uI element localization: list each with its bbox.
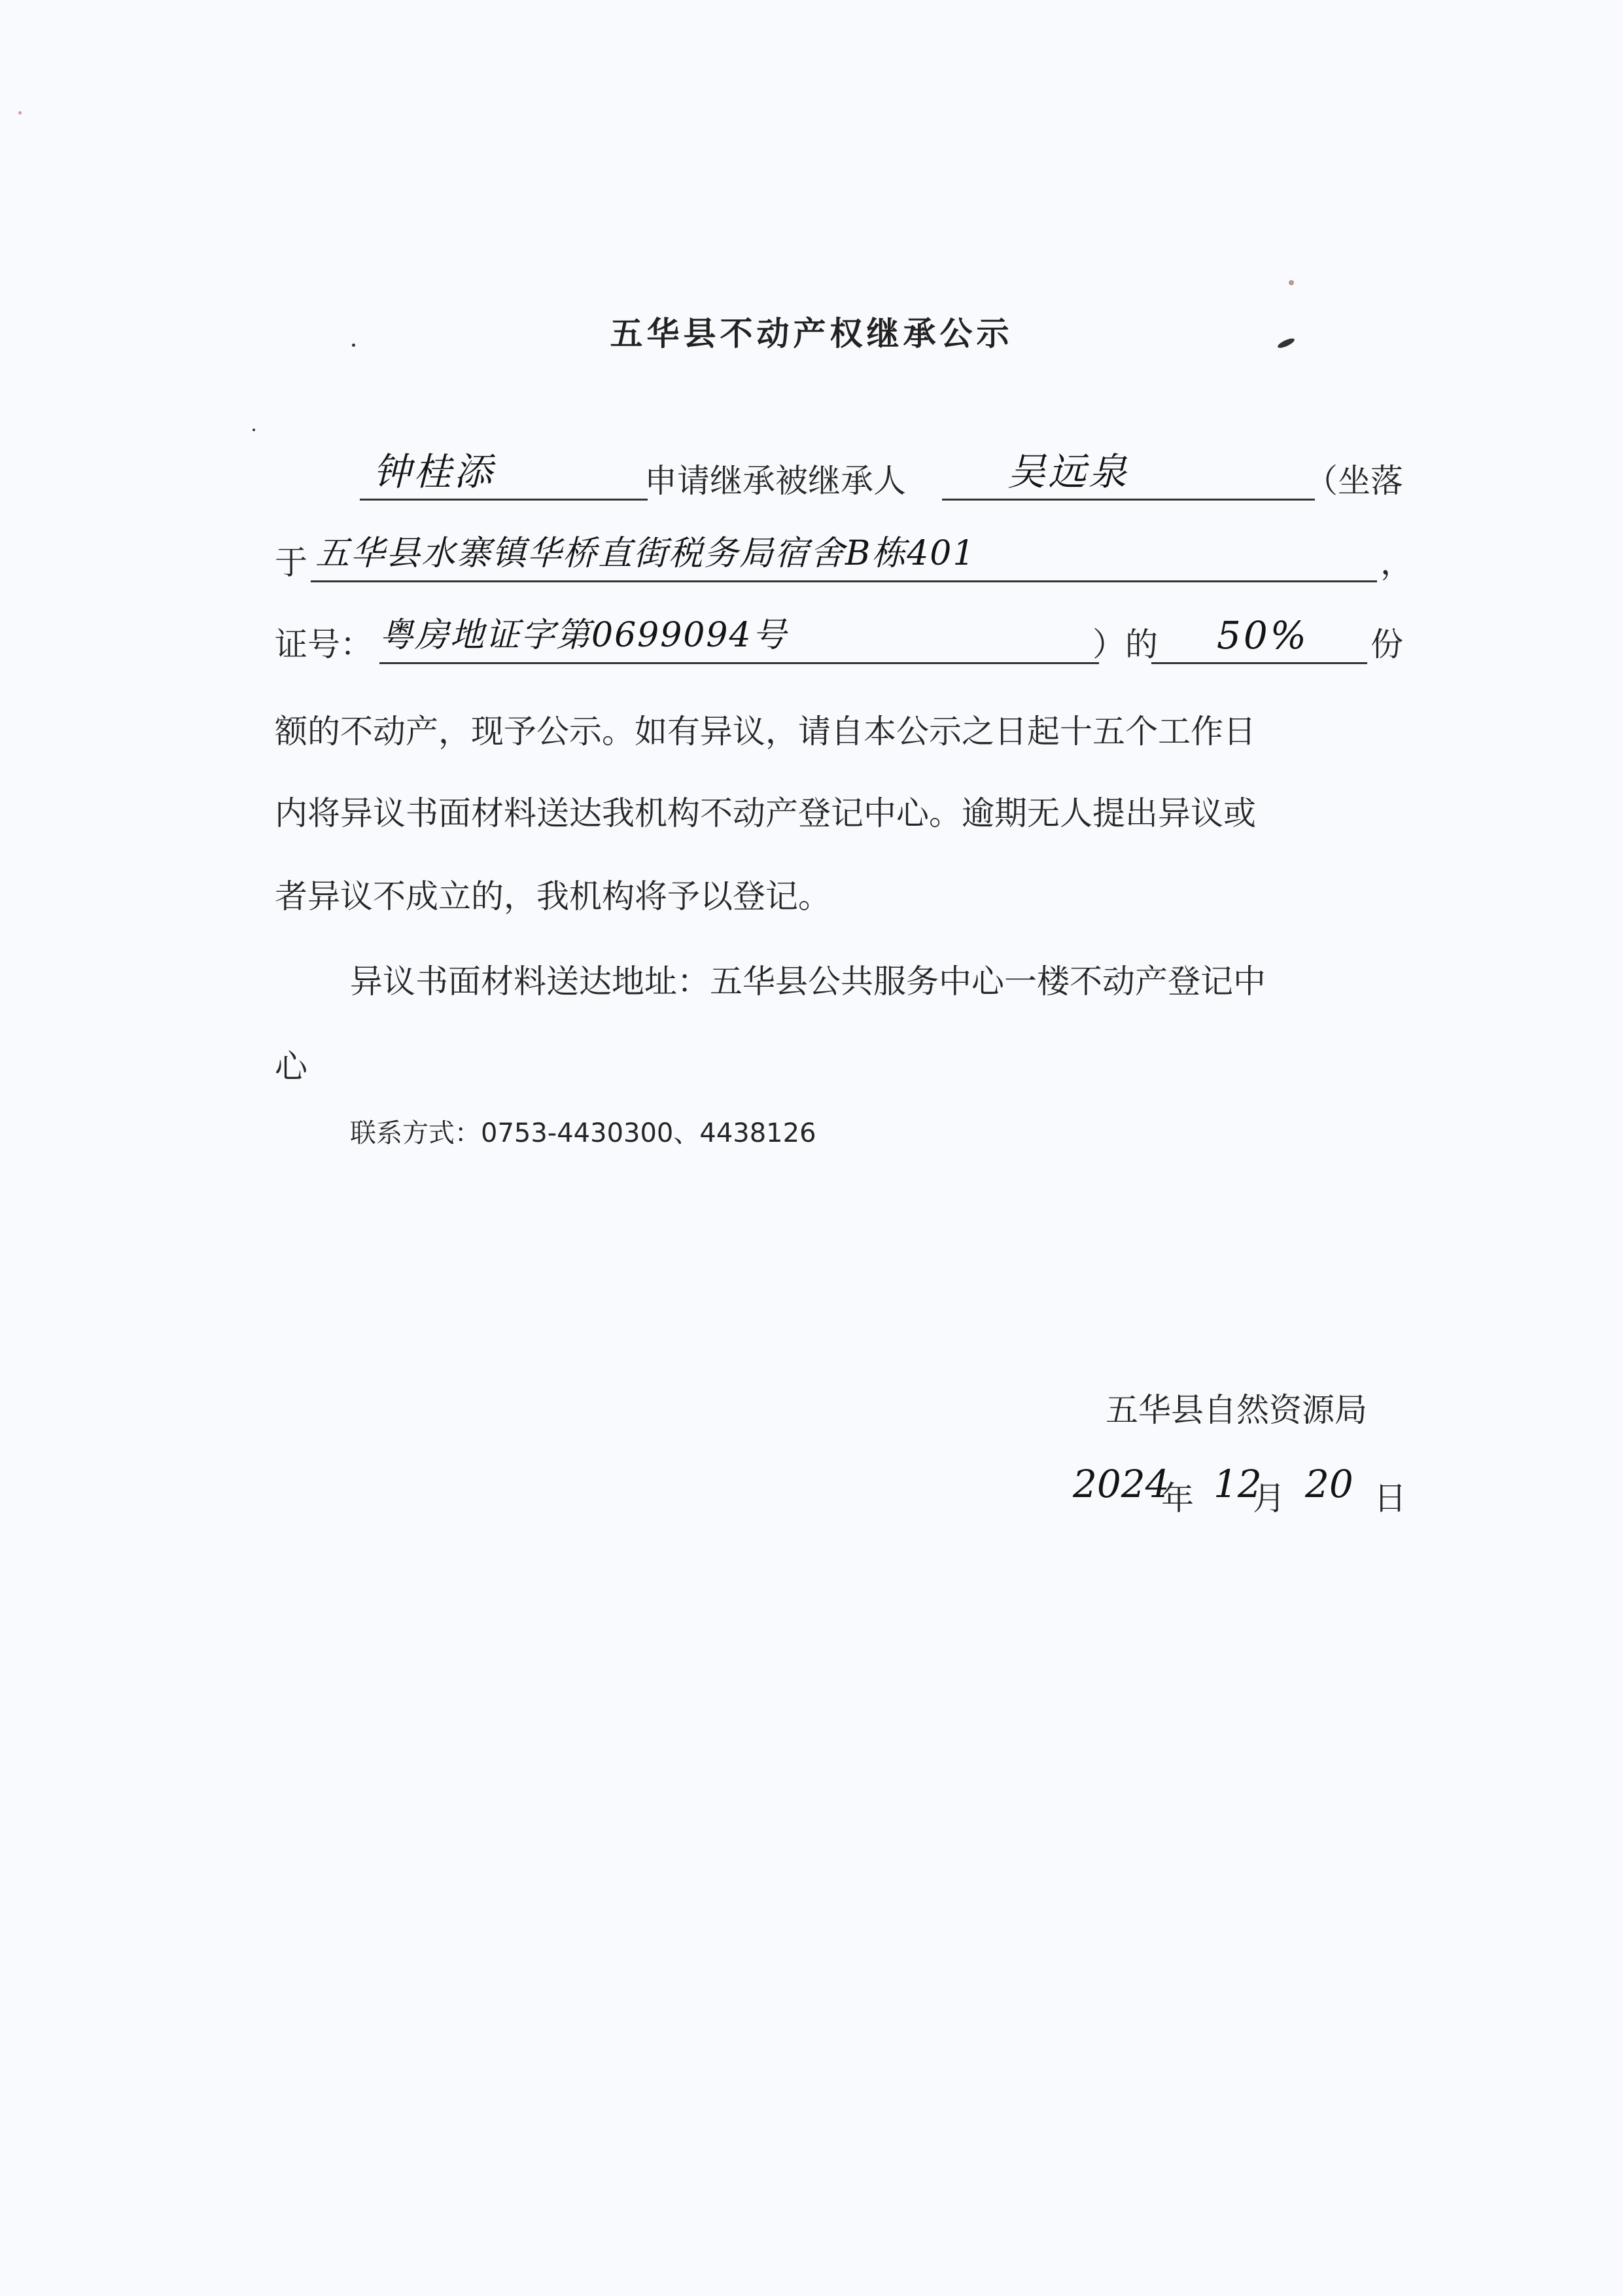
decedent-blank-line <box>942 499 1315 501</box>
location-row <box>275 534 1413 586</box>
issuing-authority: 五华县自然资源局 <box>1106 1391 1367 1429</box>
ink-speck <box>1289 280 1294 285</box>
location-blank-line <box>311 580 1377 582</box>
date-year-handwritten: 2024 <box>1073 1462 1170 1506</box>
share-label: ）的 <box>1092 626 1158 663</box>
location-comma: ， <box>1380 544 1413 582</box>
certificate-label: 证号： <box>275 626 373 663</box>
date-month-unit: 月 <box>1253 1479 1285 1517</box>
certificate-blank-line <box>379 662 1099 664</box>
date-month-handwritten: 12 <box>1213 1462 1262 1506</box>
body-line-1: 额的不动产，现予公示。如有异议，请自本公示之日起十五个工作日 <box>275 713 1256 751</box>
date-day-unit: 日 <box>1374 1479 1406 1517</box>
body-line-2: 内将异议书面材料送达我机构不动产登记中心。逾期无人提出异议或 <box>275 794 1256 832</box>
share-blank-line <box>1151 662 1367 664</box>
share-suffix: 份 <box>1370 626 1403 663</box>
objection-address-line-2: 心 <box>275 1048 307 1086</box>
property-location-handwritten: 五华县水寨镇华桥直街税务局宿舍B栋401 <box>315 534 976 573</box>
date-year-unit: 年 <box>1161 1479 1194 1517</box>
ink-speck <box>253 429 255 431</box>
decedent-name-handwritten: 吴远泉 <box>1007 450 1130 494</box>
certificate-number-handwritten: 粤房地证字第0699094号 <box>379 616 788 655</box>
share-percent-handwritten: 50% <box>1217 613 1309 658</box>
applicant-name-handwritten: 钟桂添 <box>373 450 495 494</box>
notice-title: 五华县不动产权继承公示 <box>610 315 1013 353</box>
contact-info: 联系方式：0753-4430300、4438126 <box>350 1118 816 1148</box>
location-label-start: （坐落 <box>1305 462 1403 500</box>
ink-speck <box>18 111 22 115</box>
ink-speck <box>352 344 355 347</box>
applicant-blank-line <box>360 499 648 501</box>
body-line-3: 者异议不成立的，我机构将予以登记。 <box>275 877 831 915</box>
applicant-row-label: 申请继承被继承人 <box>644 462 906 500</box>
certificate-row <box>275 613 1406 667</box>
objection-address-line-1: 异议书面材料送达地址：五华县公共服务中心一楼不动产登记中 <box>350 963 1266 1000</box>
issue-date <box>1073 1462 1413 1525</box>
location-prefix: 于 <box>275 544 307 582</box>
applicant-row <box>275 450 1406 504</box>
date-day-handwritten: 20 <box>1305 1462 1353 1506</box>
